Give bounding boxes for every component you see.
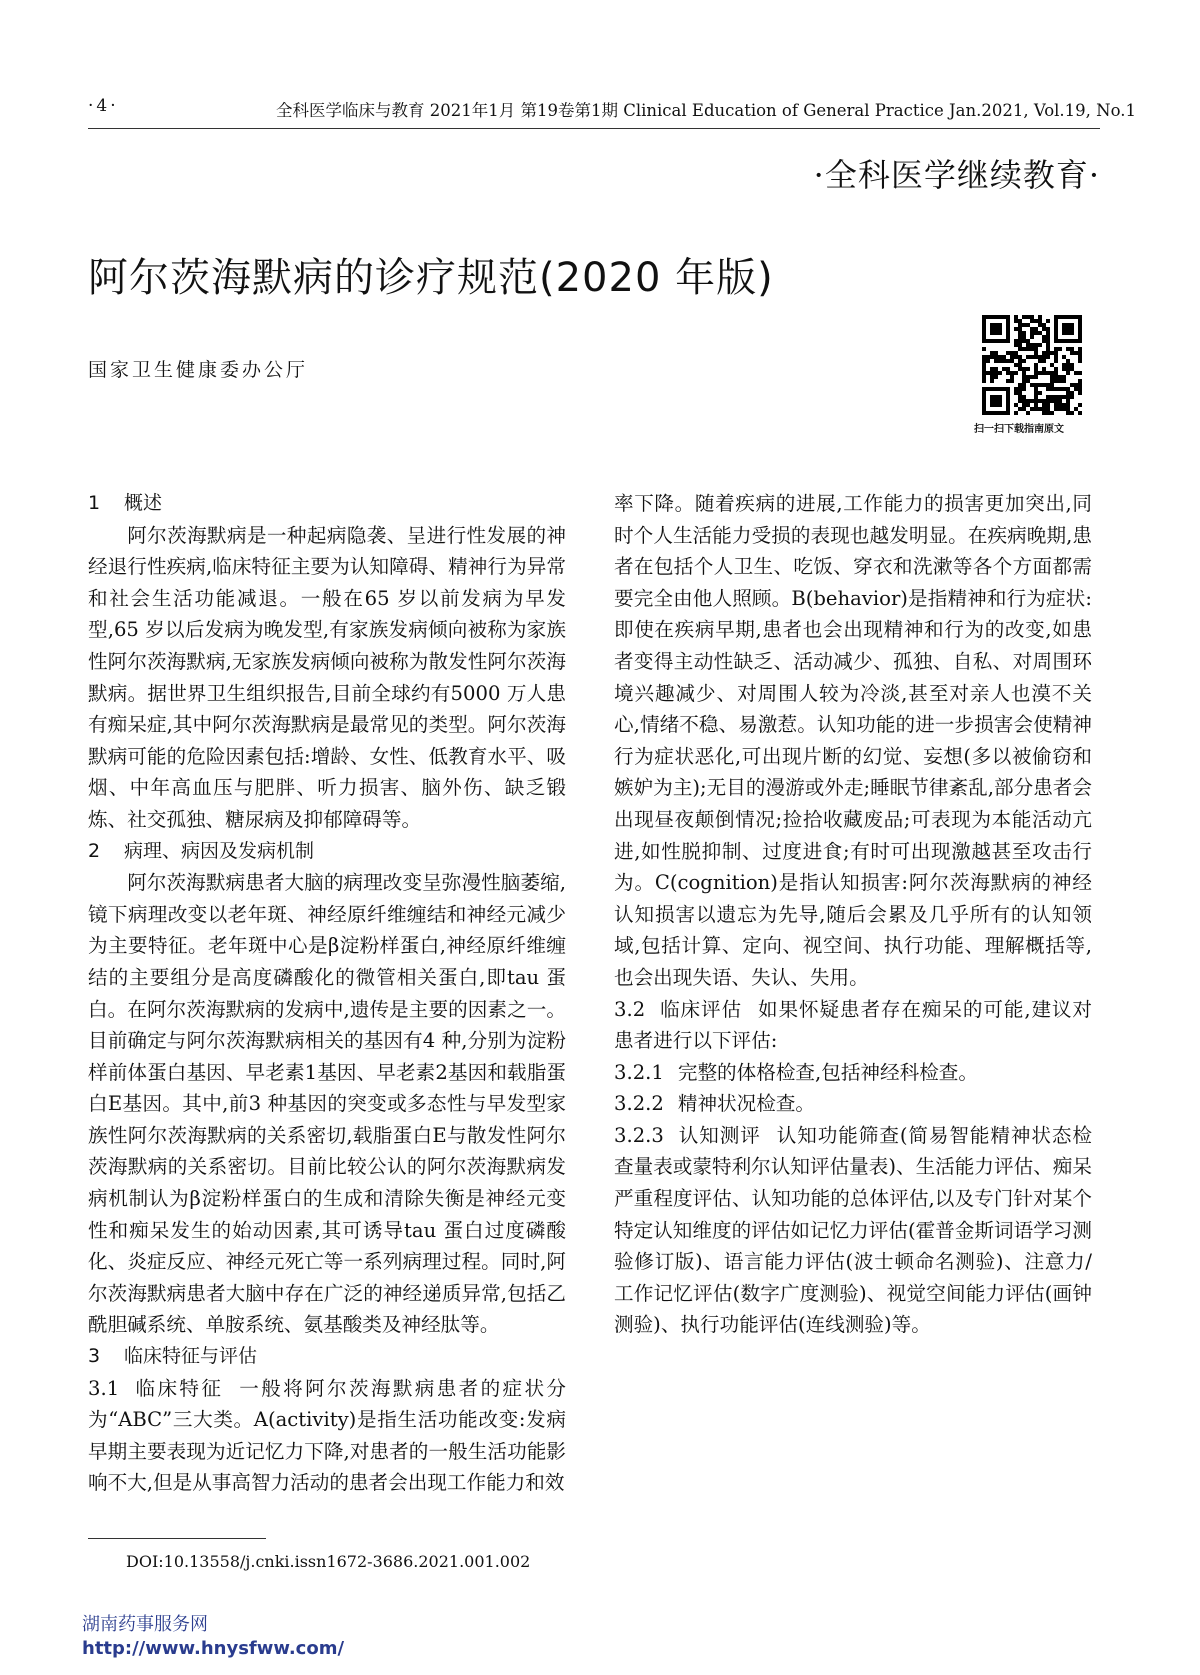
header-divider	[88, 128, 1100, 129]
subsection-title: 临床特征	[133, 1376, 224, 1400]
subsection-text: 认知功能筛查(简易智能精神状态检查量表或蒙特利尔认知评估量表)、生活能力评估、痴呆严重程度评估、认知功能的总体评估,以及专门针对某个特定认知维度的评估如记忆力评估(霍普金斯词语学习测验修订版)、语言能力评估(波士顿命名测验)、注意力/工作记忆评估(数字广度测验)、视觉空间能力评估(画钟测验)、执行功能评估(连线测验)等。	[614, 1123, 1092, 1337]
subsection-number: 3.2	[614, 997, 646, 1021]
subsection-3-2	[614, 994, 1092, 1057]
subsection-3-2-3	[614, 1120, 1092, 1341]
subsection-3-1	[88, 1373, 566, 1499]
section-banner: ·全科医学继续教育·	[813, 156, 1100, 194]
paragraph-continued: 率下降。随着疾病的进展,工作能力的损害更加突出,同时个人生活能力受损的表现也越发明显。在疾病晚期,患者在包括个人卫生、吃饭、穿衣和洗漱等各个方面都需要完全由他人照顾。B(behavior)是指精神和行为症状:即使在疾病早期,患者也会出现精神和行为的改变,如患者变得主动性缺乏、活动减少、孤独、自私、对周围环境兴趣减少、对周围人较为冷淡,甚至对亲人也漠不关心,情绪不稳、易激惹。认知功能的进一步损害会使精神行为症状恶化,可出现片断的幻觉、妄想(多以被偷窃和嫉妒为主);无目的漫游或外走;睡眠节律紊乱,部分患者会出现昼夜颠倒情况;捡拾收藏废品;可表现为本能活动亢进,如性脱抑制、过度进食;有时可出现激越甚至攻击行为。C(cognition)是指认知损害:阿尔茨海默病的神经认知损害以遗忘为先导,随后会累及几乎所有的认知领域,包括计算、定向、视空间、执行功能、理解概括等,也会出现失语、失认、失用。	[614, 492, 1092, 989]
watermark-url[interactable]: http://www.hnysfww.com/	[82, 1638, 345, 1659]
article-title: 阿尔茨海默病的诊疗规范(2020 年版)	[88, 255, 774, 301]
subsection-title: 认知测评	[677, 1123, 761, 1147]
subsection-title: 临床评估	[659, 997, 743, 1021]
subsection-number: 3.2.1	[614, 1060, 664, 1084]
article-author: 国家卫生健康委办公厅	[88, 359, 309, 381]
footnote-divider	[88, 1538, 266, 1539]
subsection-text: 一般将阿尔茨海默病患者的症状分为“ABC”三大类。A(activity)是指生活功能改变:发病早期主要表现为近记忆力下降,对患者的一般生活功能影响不大,但是从事高智力活动的患者会出现工作能力和效	[88, 1376, 567, 1495]
qr-caption: 扫一扫下载指南原文	[974, 424, 1064, 435]
page-number: ·4·	[88, 96, 119, 116]
section-heading-3	[88, 1341, 566, 1373]
section-heading-2	[88, 836, 566, 868]
section-number: 3	[88, 1345, 101, 1368]
subsection-number: 3.2.2	[614, 1092, 664, 1116]
subsection-number: 3.1	[88, 1376, 120, 1400]
section-heading-1	[88, 488, 566, 520]
left-column	[88, 488, 566, 1499]
doi-footnote: DOI:10.13558/j.cnki.issn1672-3686.2021.001.002	[126, 1552, 531, 1571]
right-column	[614, 488, 1092, 1341]
subsection-number: 3.2.3	[614, 1123, 664, 1147]
watermark-name: 湖南药事服务网	[82, 1614, 208, 1635]
paragraph: 阿尔茨海默病是一种起病隐袭、呈进行性发展的神经退行性疾病,临床特征主要为认知障碍、精神行为异常和社会生活功能减退。一般在65 岁以前发病为早发型,65 岁以后发病为晚发型,有家族发病倾向被称为家族性阿尔茨海默病,无家族发病倾向被称为散发性阿尔茨海默病。据世界卫生组织报告,目前全球约有5000 万人患有痴呆症,其中阿尔茨海默病是最常见的类型。阿尔茨海默病可能的危险因素包括:增龄、女性、低教育水平、吸烟、中年高血压与肥胖、听力损害、脑外伤、缺乏锻炼、社交孤独、糖尿病及抑郁障碍等。	[88, 523, 566, 831]
section-title: 病理、病因及发病机制	[124, 839, 315, 862]
paragraph: 阿尔茨海默病患者大脑的病理改变呈弥漫性脑萎缩,镜下病理改变以老年斑、神经原纤维缠结和神经元减少为主要特征。老年斑中心是β淀粉样蛋白,神经原纤维缠结的主要组分是高度磷酸化的微管相关蛋白,即tau 蛋白。在阿尔茨海默病的发病中,遗传是主要的因素之一。目前确定与阿尔茨海默病相关的基因有4 种,分别为淀粉样前体蛋白基因、早老素1基因、早老素2基因和载脂蛋白E基因。其中,前3 种基因的突变或多态性与早发型家族性阿尔茨海默病的关系密切,载脂蛋白E与散发性阿尔茨海默病的关系密切。目前比较公认的阿尔茨海默病发病机制认为β淀粉样蛋白的生成和清除失衡是神经元变性和痴呆发生的始动因素,其可诱导tau 蛋白过度磷酸化、炎症反应、神经元死亡等一系列病理过程。同时,阿尔茨海默病患者大脑中存在广泛的神经递质异常,包括乙酰胆碱系统、单胺系统、氨基酸类及神经肽等。	[88, 871, 566, 1337]
journal-header: 全科医学临床与教育 2021年1月 第19卷第1期 Clinical Education of General Practice Jan.2021, Vol.19, No.1	[276, 101, 1136, 120]
section-number: 1	[88, 492, 101, 514]
subsection-text: 完整的体格检查,包括神经科检查。	[677, 1060, 978, 1084]
subsection-text: 精神状况检查。	[677, 1092, 816, 1116]
subsection-3-2-2	[614, 1088, 1092, 1120]
section-title: 概述	[124, 492, 163, 514]
subsection-text: 如果怀疑患者存在痴呆的可能,建议对患者进行以下评估:	[614, 997, 1093, 1053]
subsection-3-2-1	[614, 1057, 1092, 1089]
section-title: 临床特征与评估	[124, 1345, 258, 1368]
qr-code-icon	[982, 315, 1082, 415]
section-number: 2	[88, 839, 101, 862]
